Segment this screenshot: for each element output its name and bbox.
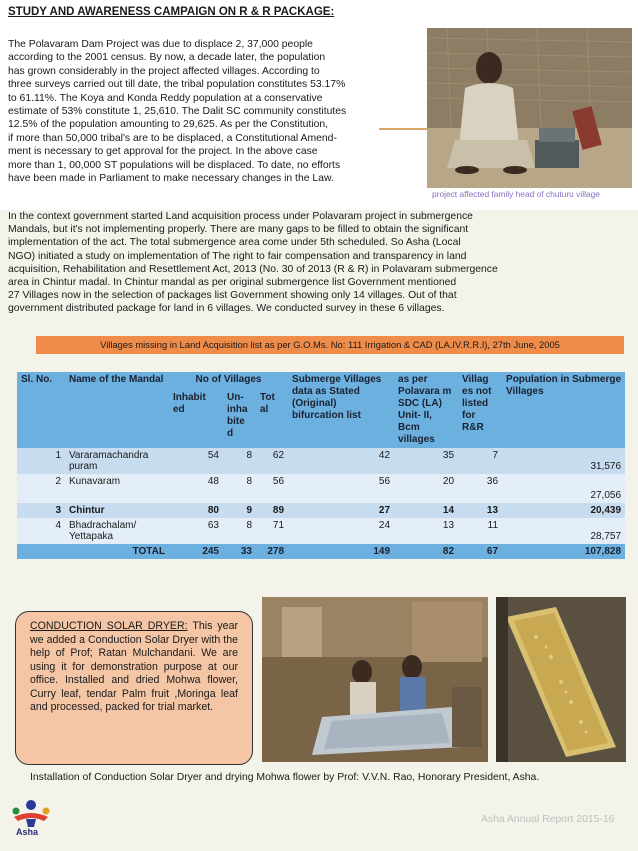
- context-line: implementation of the act. The total submergence area come under 5th scheduled. So Asha (Local: [8, 237, 461, 249]
- cell-uninhabited: 8: [223, 474, 256, 503]
- intro-line: to 61.11%. The Koya and Konda Reddy population at a conservative: [8, 92, 323, 104]
- intro-line: if more than 50,000 tribal's are to be displaced, a Constitutional Amend-: [8, 132, 337, 144]
- intro-line: estimate of 53% constitute 1, 25,610. The Dalit SC community constitutes: [8, 106, 347, 118]
- cell-sl: 4: [17, 518, 65, 544]
- cell-total: 71: [256, 518, 288, 544]
- cell-submerge: 42: [288, 448, 394, 474]
- intro-line: more than 1, 00,000 ST populations will be displaced. To date, no efforts: [8, 159, 341, 171]
- villages-table: [17, 372, 625, 581]
- context-line: government distributed package for land in 6 villages. We conducted survey in these 6 villages.: [8, 303, 445, 315]
- header-inhabited: Inhabit ed: [169, 390, 223, 448]
- table-row: [17, 448, 625, 474]
- photo-dryer-installation: [262, 597, 488, 762]
- header-population: Population in Submerge Villages: [502, 372, 625, 448]
- cell-sl: 3: [17, 503, 65, 518]
- header-total: Tot al: [256, 390, 288, 448]
- table-row: [17, 503, 625, 518]
- cell-inhabited: 245: [169, 544, 223, 559]
- cell-polavaram: 20: [394, 474, 458, 503]
- header-not-listed: Villag es not listed for R&R: [458, 372, 502, 448]
- table-total-row: [17, 544, 625, 559]
- context-paragraph: [8, 210, 633, 316]
- cell-total: 278: [256, 544, 288, 559]
- cell-submerge: 27: [288, 503, 394, 518]
- table-title-banner: Villages missing in Land Acquisition list as per G.O.Ms. No: 111 Irrigation & CAD (LA.IV.R.R.I), 27th June, 2005: [36, 336, 624, 354]
- cell-submerge: 149: [288, 544, 394, 559]
- cell-population: 27,056: [502, 474, 625, 503]
- cell-not-listed: 36: [458, 474, 502, 503]
- cell-polavaram: 14: [394, 503, 458, 518]
- cell-mandal: Kunavaram: [65, 474, 169, 503]
- cell-population: 20,439: [502, 503, 625, 518]
- cell-not-listed: 13: [458, 503, 502, 518]
- intro-line: have been made in Parliament to make necessary changes in the Law.: [8, 173, 334, 185]
- cell-polavaram: 35: [394, 448, 458, 474]
- caption-connector-line: [379, 128, 431, 130]
- cell-total-label: TOTAL: [17, 544, 169, 559]
- cell-mandal: Bhadrachalam/ Yettapaka: [65, 518, 169, 544]
- cell-mandal: Vararamachandra puram: [65, 448, 169, 474]
- cell-polavaram: 82: [394, 544, 458, 559]
- cell-sl: 1: [17, 448, 65, 474]
- intro-line: according to the 2001 census. By now, a decade later, the population: [8, 52, 326, 64]
- header-sl-no: Sl. No.: [17, 372, 65, 448]
- cell-inhabited: 80: [169, 503, 223, 518]
- cell-total: 89: [256, 503, 288, 518]
- cell-submerge: 24: [288, 518, 394, 544]
- context-line: area in Chintur madal. In Chintur mandal as per original submergence list Government mentioned: [8, 277, 457, 289]
- photo-farmer-illustration: [427, 28, 632, 188]
- cell-uninhabited: 9: [223, 503, 256, 518]
- solar-dryer-callout: [15, 611, 253, 765]
- header-polavaram: as per Polavara m SDC (LA) Unit- II, Bcm villages: [394, 372, 458, 448]
- intro-paragraph: [8, 38, 413, 185]
- cell-population: 31,576: [502, 448, 625, 474]
- cell-total: 62: [256, 448, 288, 474]
- header-uninhabited: Un- inha bite d: [223, 390, 256, 448]
- photo-farmer: [427, 28, 632, 188]
- photo-dryer-mohwa-illustration: [496, 597, 626, 762]
- context-line: Mandals, but it's not implementing properly. There are many gaps to be filled to obtain the significant: [8, 224, 469, 236]
- photo-dryer-installation-illustration: [262, 597, 488, 762]
- cell-inhabited: 48: [169, 474, 223, 503]
- cell-sl: 2: [17, 474, 65, 503]
- context-line: In the context government started Land acquisition process under Polavaram project in submergence: [8, 211, 473, 222]
- header-mandal: Name of the Mandal: [65, 372, 169, 448]
- section-heading: STUDY AND AWARENESS CAMPAIGN ON R & R PACKAGE:: [8, 6, 335, 18]
- header-submerge-villages: Submerge Villages data as Stated (Original) bifurcation list: [288, 372, 394, 448]
- table-row: [17, 518, 625, 544]
- context-line: acquisition, Rehabilitation and Resettlement Act, 2013 (No. 30 of 2013 (R & R) in Polavaram submergence: [8, 263, 498, 275]
- cell-not-listed: 67: [458, 544, 502, 559]
- cell-population: 28,757: [502, 518, 625, 544]
- intro-line: The Polavaram Dam Project was due to displace 2, 37,000 people: [8, 39, 313, 50]
- intro-line: has grown considerably in the project affected villages. According to: [8, 65, 320, 77]
- cell-uninhabited: 8: [223, 518, 256, 544]
- cell-total: 56: [256, 474, 288, 503]
- cell-not-listed: 11: [458, 518, 502, 544]
- cell-mandal: Chintur: [65, 503, 169, 518]
- table-row: [17, 474, 625, 503]
- intro-line: ment is necessary to get approval for the project. In the above case: [8, 146, 318, 158]
- intro-line: three surveys carried out till date, the tribal population constitutes 53.17%: [8, 79, 346, 91]
- cell-inhabited: 54: [169, 448, 223, 474]
- solar-dryer-body: This year we added a Conduction Solar Dryer with the help of Prof; Ratan Mulchandani. We are using it for demonstration purpose at our office. Installed and dried Mohwa flower, Curry leaf, tendar Palm fruit ,Moringa leaf and processed, packed for trial market.: [30, 620, 238, 713]
- photo-dryer-mohwa: [496, 597, 626, 762]
- context-line: NGO) initiated a study on implementation of The right to fair compensation and transparency in land: [8, 250, 467, 262]
- cell-inhabited: 63: [169, 518, 223, 544]
- cell-polavaram: 13: [394, 518, 458, 544]
- cell-uninhabited: 8: [223, 448, 256, 474]
- cell-not-listed: 7: [458, 448, 502, 474]
- context-line: 27 Villages now in the selection of packages list Government showing only 14 villages. Out of that: [8, 290, 457, 302]
- photo-caption: project affected family head of chuturu village: [432, 189, 600, 199]
- header-no-of-villages: No of Villages: [169, 372, 288, 390]
- cell-submerge: 56: [288, 474, 394, 503]
- cell-uninhabited: 33: [223, 544, 256, 559]
- solar-dryer-title: CONDUCTION SOLAR DRYER:: [30, 620, 188, 632]
- footer-report-title: Asha Annual Report 2015-16: [481, 814, 615, 825]
- asha-logo-text: Asha: [16, 827, 39, 837]
- cell-population: 107,828: [502, 544, 625, 559]
- asha-logo: [4, 795, 58, 845]
- intro-line: 12.5% of the population amounting to 29,625. As per the Constitution,: [8, 119, 329, 131]
- installation-caption: Installation of Conduction Solar Dryer and drying Mohwa flower by Prof: V.V.N. Rao, Honorary President, Asha.: [30, 772, 540, 783]
